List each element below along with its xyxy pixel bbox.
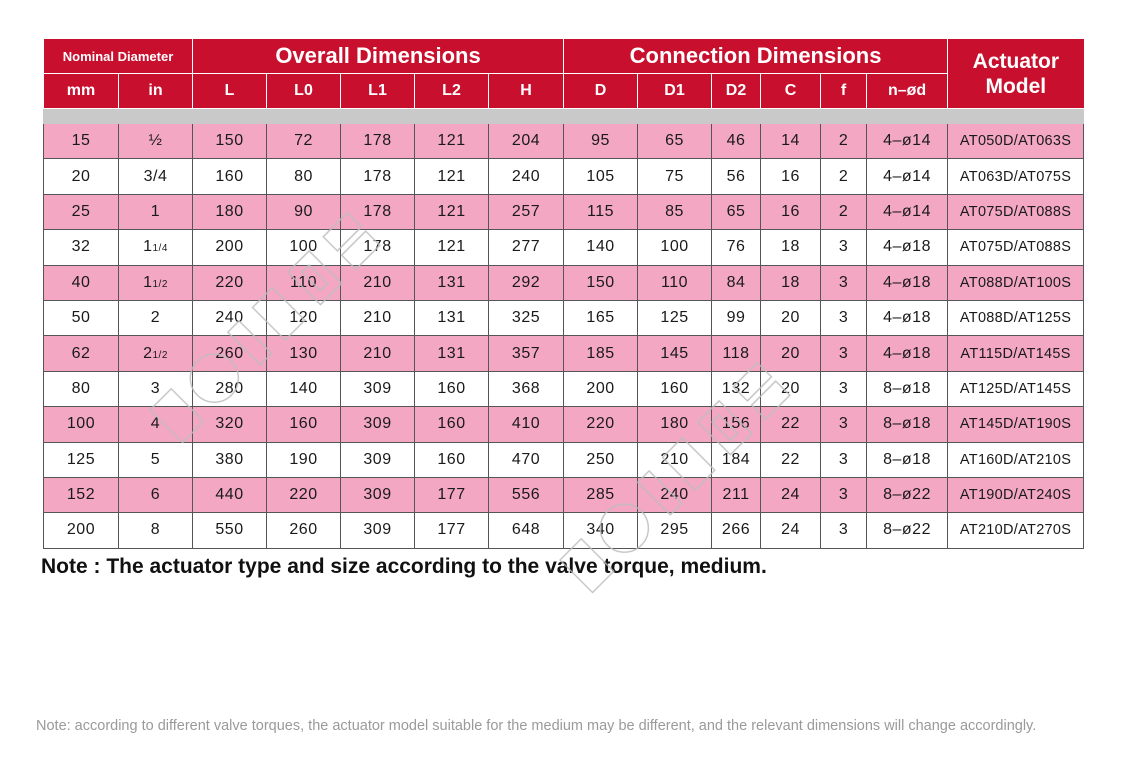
- cell-mm: 50: [44, 300, 119, 335]
- cell-in: [119, 442, 193, 477]
- cell-l2: 131: [415, 300, 489, 335]
- cell-l0: 90: [267, 194, 341, 229]
- cell-d1: 210: [638, 442, 712, 477]
- cell-d2: 76: [712, 230, 761, 265]
- cell-n-od: 8–ø18: [867, 371, 948, 406]
- cell-l: 320: [193, 407, 267, 442]
- cell-in-main: 1: [143, 273, 153, 291]
- table-body: [44, 109, 1084, 549]
- table-row: [44, 407, 1084, 442]
- cell-d2: 184: [712, 442, 761, 477]
- cell-c: 22: [761, 407, 821, 442]
- table-row: [44, 477, 1084, 512]
- cell-d1: 240: [638, 477, 712, 512]
- cell-d1: 65: [638, 124, 712, 159]
- cell-f: 3: [821, 513, 867, 548]
- cell-in-fraction: 1/2: [152, 349, 168, 361]
- cell-d2: 99: [712, 300, 761, 335]
- cell-in-main: 3/4: [143, 167, 168, 185]
- cell-n-od: 4–ø14: [867, 194, 948, 229]
- cell-actuator-model: AT145D/AT190S: [948, 407, 1084, 442]
- cell-n-od: 4–ø18: [867, 265, 948, 300]
- cell-in-main: 3: [150, 379, 161, 397]
- table-header: [44, 39, 1084, 109]
- cell-in: [119, 159, 193, 194]
- cell-d2: 46: [712, 124, 761, 159]
- cell-l2: 160: [415, 407, 489, 442]
- dimensions-table: [43, 38, 1084, 549]
- cell-actuator-model: AT075D/AT088S: [948, 194, 1084, 229]
- actuator-note: Note : The actuator type and size according to the valve torque, medium.: [41, 555, 767, 578]
- cell-c: 18: [761, 265, 821, 300]
- cell-actuator-model: AT088D/AT100S: [948, 265, 1084, 300]
- cell-f: 3: [821, 336, 867, 371]
- cell-actuator-model: AT115D/AT145S: [948, 336, 1084, 371]
- cell-h: 648: [489, 513, 564, 548]
- column-header-h: H: [489, 74, 564, 109]
- column-header-d2: D2: [712, 74, 761, 109]
- cell-in-main: 1: [150, 202, 161, 220]
- cell-h: 277: [489, 230, 564, 265]
- cell-l: 220: [193, 265, 267, 300]
- cell-h: 470: [489, 442, 564, 477]
- cell-d1: 125: [638, 300, 712, 335]
- cell-mm: 40: [44, 265, 119, 300]
- cell-in: [119, 513, 193, 548]
- cell-c: 20: [761, 336, 821, 371]
- cell-mm: 200: [44, 513, 119, 548]
- cell-l1: 178: [341, 230, 415, 265]
- cell-in-main: 8: [150, 521, 161, 539]
- cell-actuator-model: AT125D/AT145S: [948, 371, 1084, 406]
- cell-c: 22: [761, 442, 821, 477]
- cell-l1: 309: [341, 407, 415, 442]
- cell-actuator-model: AT050D/AT063S: [948, 124, 1084, 159]
- cell-actuator-model: AT210D/AT270S: [948, 513, 1084, 548]
- cell-d1: 295: [638, 513, 712, 548]
- cell-l2: 160: [415, 371, 489, 406]
- cell-h: 357: [489, 336, 564, 371]
- cell-in: [119, 300, 193, 335]
- cell-n-od: 4–ø14: [867, 159, 948, 194]
- column-header-l0: L0: [267, 74, 341, 109]
- header-group-row: [44, 39, 1084, 74]
- cell-in-main: 2: [143, 344, 153, 362]
- cell-n-od: 4–ø14: [867, 124, 948, 159]
- column-header-n-od: n–ød: [867, 74, 948, 109]
- column-header-c: C: [761, 74, 821, 109]
- cell-f: 3: [821, 265, 867, 300]
- cell-h: 257: [489, 194, 564, 229]
- cell-d: 150: [564, 265, 638, 300]
- cell-l2: 121: [415, 124, 489, 159]
- table-row: [44, 194, 1084, 229]
- cell-d2: 65: [712, 194, 761, 229]
- cell-f: 2: [821, 124, 867, 159]
- cell-d1: 145: [638, 336, 712, 371]
- cell-d1: 85: [638, 194, 712, 229]
- table-row: [44, 230, 1084, 265]
- cell-in: [119, 124, 193, 159]
- cell-d: 140: [564, 230, 638, 265]
- cell-l: 240: [193, 300, 267, 335]
- cell-l2: 160: [415, 442, 489, 477]
- cell-l0: 100: [267, 230, 341, 265]
- cell-in: [119, 371, 193, 406]
- cell-n-od: 8–ø18: [867, 407, 948, 442]
- cell-mm: 25: [44, 194, 119, 229]
- cell-l0: 190: [267, 442, 341, 477]
- cell-d1: 160: [638, 371, 712, 406]
- cell-d2: 56: [712, 159, 761, 194]
- cell-c: 14: [761, 124, 821, 159]
- cell-d: 250: [564, 442, 638, 477]
- cell-d: 340: [564, 513, 638, 548]
- cell-d: 185: [564, 336, 638, 371]
- table-row: [44, 300, 1084, 335]
- cell-in: [119, 230, 193, 265]
- cell-c: 16: [761, 159, 821, 194]
- cell-l2: 131: [415, 265, 489, 300]
- cell-l1: 309: [341, 477, 415, 512]
- cell-f: 3: [821, 477, 867, 512]
- cell-h: 292: [489, 265, 564, 300]
- cell-l0: 160: [267, 407, 341, 442]
- cell-l1: 178: [341, 124, 415, 159]
- cell-mm: 125: [44, 442, 119, 477]
- cell-d2: 156: [712, 407, 761, 442]
- actuator-model-header-line1: Actuator: [972, 49, 1059, 73]
- cell-l1: 309: [341, 371, 415, 406]
- cell-l: 150: [193, 124, 267, 159]
- cell-d: 285: [564, 477, 638, 512]
- cell-d1: 110: [638, 265, 712, 300]
- cell-in-main: 5: [150, 450, 161, 468]
- cell-n-od: 4–ø18: [867, 300, 948, 335]
- cell-l: 200: [193, 230, 267, 265]
- cell-mm: 32: [44, 230, 119, 265]
- cell-l0: 72: [267, 124, 341, 159]
- cell-in-fraction: 1/2: [152, 278, 168, 290]
- cell-d1: 180: [638, 407, 712, 442]
- cell-in: [119, 407, 193, 442]
- table-row: [44, 265, 1084, 300]
- cell-l0: 130: [267, 336, 341, 371]
- cell-f: 2: [821, 159, 867, 194]
- cell-l1: 309: [341, 442, 415, 477]
- cell-d2: 118: [712, 336, 761, 371]
- header-column-row: [44, 74, 1084, 109]
- cell-actuator-model: AT190D/AT240S: [948, 477, 1084, 512]
- column-header-f: f: [821, 74, 867, 109]
- cell-d: 200: [564, 371, 638, 406]
- cell-in: [119, 477, 193, 512]
- column-header-d1: D1: [638, 74, 712, 109]
- column-header-d: D: [564, 74, 638, 109]
- column-header-l: L: [193, 74, 267, 109]
- cell-d: 115: [564, 194, 638, 229]
- cell-in-main: 2: [150, 309, 161, 327]
- cell-d2: 132: [712, 371, 761, 406]
- cell-actuator-model: AT088D/AT125S: [948, 300, 1084, 335]
- cell-l2: 177: [415, 477, 489, 512]
- table-row: [44, 442, 1084, 477]
- cell-mm: 152: [44, 477, 119, 512]
- cell-in-fraction: 1/4: [152, 243, 168, 255]
- cell-in: [119, 194, 193, 229]
- cell-l2: 121: [415, 159, 489, 194]
- cell-l1: 309: [341, 513, 415, 548]
- cell-f: 3: [821, 407, 867, 442]
- cell-f: 3: [821, 230, 867, 265]
- header-spacer-row: [44, 109, 1084, 124]
- table-row: [44, 513, 1084, 548]
- cell-f: 3: [821, 371, 867, 406]
- cell-d: 95: [564, 124, 638, 159]
- cell-in: [119, 265, 193, 300]
- cell-l: 550: [193, 513, 267, 548]
- cell-actuator-model: AT160D/AT210S: [948, 442, 1084, 477]
- cell-l0: 110: [267, 265, 341, 300]
- cell-mm: 100: [44, 407, 119, 442]
- cell-c: 18: [761, 230, 821, 265]
- cell-l2: 121: [415, 194, 489, 229]
- cell-l0: 140: [267, 371, 341, 406]
- cell-d1: 100: [638, 230, 712, 265]
- cell-l: 260: [193, 336, 267, 371]
- cell-d: 105: [564, 159, 638, 194]
- cell-l0: 120: [267, 300, 341, 335]
- cell-f: 3: [821, 300, 867, 335]
- table-row: [44, 371, 1084, 406]
- cell-c: 20: [761, 371, 821, 406]
- cell-actuator-model: AT075D/AT088S: [948, 230, 1084, 265]
- cell-l2: 177: [415, 513, 489, 548]
- overall-dimensions-header: Overall Dimensions: [193, 39, 564, 74]
- cell-d2: 84: [712, 265, 761, 300]
- column-header-l2: L2: [415, 74, 489, 109]
- cell-in-main: ½: [148, 132, 163, 150]
- cell-h: 325: [489, 300, 564, 335]
- cell-d: 220: [564, 407, 638, 442]
- cell-in-main: 1: [143, 238, 153, 256]
- cell-h: 410: [489, 407, 564, 442]
- cell-n-od: 4–ø18: [867, 336, 948, 371]
- cell-l: 380: [193, 442, 267, 477]
- cell-l1: 178: [341, 159, 415, 194]
- cell-l1: 210: [341, 336, 415, 371]
- cell-mm: 80: [44, 371, 119, 406]
- cell-actuator-model: AT063D/AT075S: [948, 159, 1084, 194]
- cell-l: 180: [193, 194, 267, 229]
- cell-d2: 266: [712, 513, 761, 548]
- cell-in-main: 6: [150, 486, 161, 504]
- cell-l1: 210: [341, 265, 415, 300]
- cell-l0: 260: [267, 513, 341, 548]
- cell-mm: 62: [44, 336, 119, 371]
- actuator-model-header: [948, 39, 1084, 109]
- cell-l0: 220: [267, 477, 341, 512]
- cell-f: 3: [821, 442, 867, 477]
- nominal-diameter-header: Nominal Diameter: [44, 39, 193, 74]
- table-row: [44, 159, 1084, 194]
- cell-n-od: 4–ø18: [867, 230, 948, 265]
- cell-l0: 80: [267, 159, 341, 194]
- cell-c: 24: [761, 513, 821, 548]
- table-row: [44, 124, 1084, 159]
- cell-l: 280: [193, 371, 267, 406]
- cell-in: [119, 336, 193, 371]
- column-header-mm: mm: [44, 74, 119, 109]
- cell-n-od: 8–ø18: [867, 442, 948, 477]
- cell-c: 16: [761, 194, 821, 229]
- cell-l: 440: [193, 477, 267, 512]
- cell-h: 368: [489, 371, 564, 406]
- footer-note: Note: according to different valve torques, the actuator model suitable for the medium may be different, and the relevant dimensions will change accordingly.: [36, 718, 1037, 734]
- header-spacer: [44, 109, 1084, 124]
- cell-l: 160: [193, 159, 267, 194]
- cell-in-main: 4: [150, 415, 161, 433]
- cell-mm: 15: [44, 124, 119, 159]
- cell-n-od: 8–ø22: [867, 477, 948, 512]
- connection-dimensions-header: Connection Dimensions: [564, 39, 948, 74]
- cell-l1: 210: [341, 300, 415, 335]
- column-header-in: in: [119, 74, 193, 109]
- cell-l2: 131: [415, 336, 489, 371]
- cell-h: 204: [489, 124, 564, 159]
- column-header-l1: L1: [341, 74, 415, 109]
- cell-c: 20: [761, 300, 821, 335]
- cell-mm: 20: [44, 159, 119, 194]
- cell-d: 165: [564, 300, 638, 335]
- cell-c: 24: [761, 477, 821, 512]
- cell-d1: 75: [638, 159, 712, 194]
- cell-f: 2: [821, 194, 867, 229]
- actuator-model-header-line2: Model: [985, 74, 1047, 98]
- cell-h: 240: [489, 159, 564, 194]
- table-row: [44, 336, 1084, 371]
- cell-h: 556: [489, 477, 564, 512]
- cell-d2: 211: [712, 477, 761, 512]
- cell-l2: 121: [415, 230, 489, 265]
- cell-n-od: 8–ø22: [867, 513, 948, 548]
- cell-l1: 178: [341, 194, 415, 229]
